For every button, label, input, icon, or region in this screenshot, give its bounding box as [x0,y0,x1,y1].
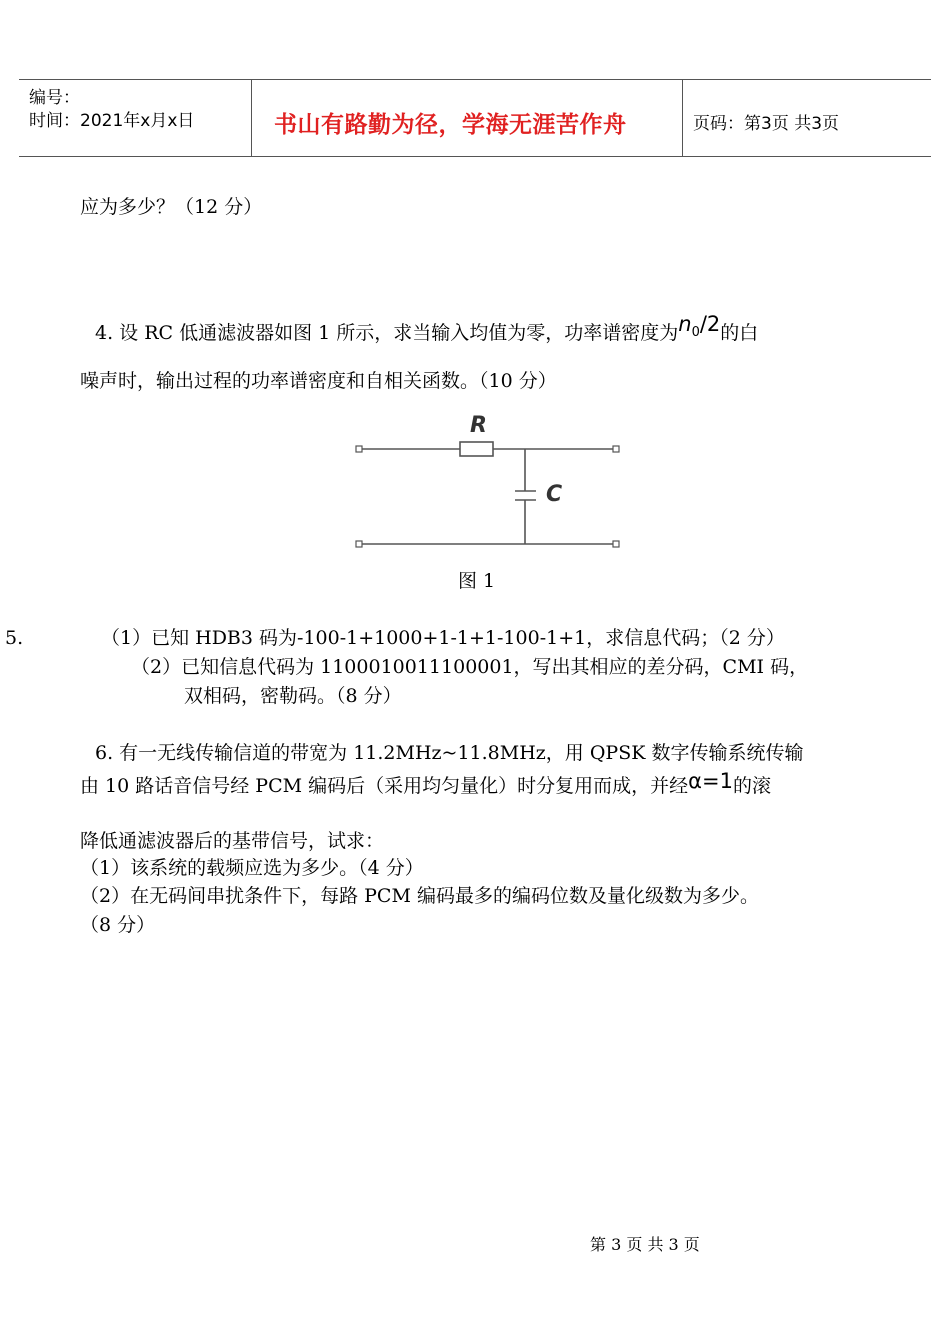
terminal-top-right [613,446,619,452]
q4-line2: 噪声时，输出过程的功率谱密度和自相关函数。（10 分） [80,370,557,392]
header-divider-left [251,79,252,156]
terminal-top-left [356,446,362,452]
q4-line1-b: 的白 [720,322,759,344]
q3-tail: 应为多少？（12 分） [80,196,263,218]
label-C: C [546,482,563,507]
q4-math-rest: /2 [699,312,721,336]
q6-sub2: （2）在无码间串扰条件下，每路 PCM 编码最多的编码位数及量化级数为多少。 [80,885,759,907]
header-bottom-border [19,156,931,157]
q4-line1 [95,312,759,347]
q6-line2-b: 的滚 [732,775,771,797]
fig-caption: 图 1 [458,570,496,592]
rc-circuit-figure [340,405,640,565]
q6-line1: 6. 有一无线传输信道的带宽为 11.2MHz~11.8MHz，用 QPSK 数字传输系统传输 [95,742,804,764]
q6-line2 [80,769,771,797]
header-time-label: 时间：2021年x月x日 [29,111,195,131]
resistor [460,442,493,456]
q6-math: α=1 [688,769,733,793]
q6-line2-a: 由 10 路话音信号经 PCM 编码后（采用均匀量化）时分复用而成，并经 [80,775,689,797]
q5-part1: （1）已知 HDB3 码为-100-1+1000+1-1+1-100-1+1，求信息代码；（2 分） [101,627,785,649]
q4-math-n: n [678,312,692,336]
q5-part2-line2: 双相码，密勒码。（8 分） [184,685,402,707]
header-number-label: 编号： [29,88,80,108]
q4-math [678,312,721,341]
q6-line3: 降低通滤波器后的基带信号，试求： [80,830,385,852]
q5-number: 5. [5,627,24,649]
footer-page-number: 第 3 页 共 3 页 [590,1235,700,1254]
terminal-bottom-left [356,541,362,547]
header-divider-right [682,79,683,156]
terminal-bottom-right [613,541,619,547]
q6-sub1: （1）该系统的载频应选为多少。（4 分） [80,857,424,879]
q4-line1-a: 4. 设 RC 低通滤波器如图 1 所示，求当输入均值为零，功率谱密度为 [95,322,679,344]
header-slogan: 书山有路勤为径，学海无涯苦作舟 [274,112,627,138]
label-R: R [470,413,487,438]
header-page-info: 页码：第3页 共3页 [693,114,840,134]
q5-part2-line1: （2）已知信息代码为 1100010011100001，写出其相应的差分码，CMI 码， [131,656,809,678]
q4-math-sub: 0 [691,325,700,341]
q6-sub2-tail: （8 分） [80,914,156,936]
header-top-border [19,79,931,80]
